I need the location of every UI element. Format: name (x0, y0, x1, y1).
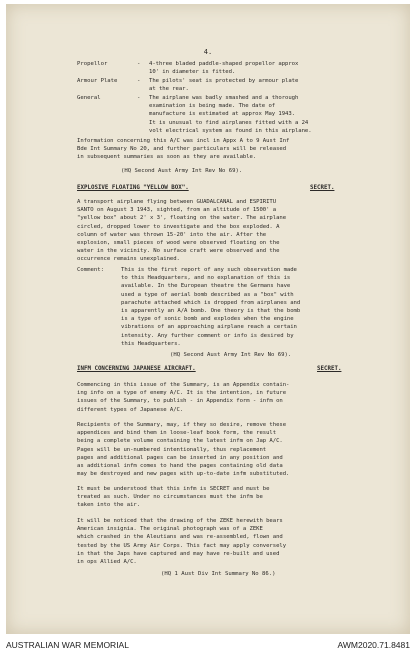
section2-paragraph: Recipients of the Summary, may, if they so desire, remove these appendices and bind them in loose-leaf book form, the result being a complete volume containing the latest infm on Jap A/C. Pages will be un-numbered intentionally, thus replacement pages and additional pages can be inserted in any position and as additional infm comes to hand the pages containing old data may be destroyed and new pages with up-to-date infm substituted. (77, 422, 290, 478)
info-paragraph: Information concerning this A/C was incl in Appx A to 9 Aust Inf Bde Int Summary No 20, and further particulars will be released in subsequent summaries as soon as they are available. (77, 138, 290, 161)
spec-dash: - (137, 95, 141, 101)
secret-marking: SECRET. (310, 185, 335, 191)
spec-label-propellor: Propellor (77, 61, 108, 67)
document-page (6, 4, 410, 634)
section-heading-japanese-aircraft: INFM CONCERNING JAPANESE AIRCRAFT. (77, 366, 196, 372)
section2-paragraph: Commencing in this issue of the Summary, is an Appendix contain- ing info on a type of enemy A/C. It is the intention, in future issues of the Summary, to publish - in Appendix form - infm on different types of Japanese A/C. (77, 382, 290, 413)
page-number: 4. (203, 48, 213, 56)
source-reference: (HQ Second Aust Army Int Rev No 69). (170, 352, 292, 358)
section2-paragraph: It must be understood that this infm is SECRET and must be treated as such. Under no circumstances must the infm be taken into the air. (77, 486, 270, 509)
section-heading-yellow-box: EXPLOSIVE FLOATING "YELLOW BOX". (77, 185, 189, 191)
spec-dash: - (137, 61, 141, 67)
spec-dash: - (137, 78, 141, 84)
spec-text: 4-three bladed paddle-shaped propellor approx 10' in diameter is fitted. (149, 61, 299, 76)
comment-text: This is the first report of any such observation made to this Headquarters, and no explanation of this is available. In the European theatre the Germans have used a type of aerial bomb described as a "box" with parachute attached which is dropped from airplanes and is apparently an A/A bomb. One theory is that the bomb is a type of sonic bomb and explodes when the engine vibrations of an approaching airplane reach a certain intensity. Any further comment or info is desired by this Headquarters. (121, 267, 301, 347)
spec-label-armour-plate: Armour Plate (77, 78, 118, 84)
spec-text: The airplane was badly smashed and a thorough examination is being made. The date of manufacture is estimated at approx May 1943. It is unusual to find airplanes fitted with a 24 volt electrical system as found in this airplane. (149, 95, 312, 134)
source-reference: (HQ Second Aust Army Int Rev No 69). (121, 168, 243, 174)
yellow-box-paragraph: A transport airplane flying between GUADALCANAL and ESPIRITU SANTO on August 3 1943, sighted, from an altitude of 1500' a "yellow box" about 2' x 3', floating on the water. The airplane circled, dropped lower to investigate and the box exploded. A column of water was thrown 15-20' into the air. After the explosion, small pieces of wood were observed floating on the water in the vicinity. No surface craft were observed and the occurrence remains unexplained. (77, 199, 287, 263)
source-reference: (HQ 1 Aust Div Int Summary No 86.) (161, 571, 276, 577)
spec-text: The pilots' seat is protected by armour plate at the rear. (149, 78, 299, 93)
archive-footer (0, 638, 416, 653)
secret-marking: SECRET. (317, 366, 342, 372)
comment-label: Comment: (77, 267, 104, 273)
archive-name: AUSTRALIAN WAR MEMORIAL (6, 640, 129, 650)
section2-paragraph: It will be noticed that the drawing of the ZEKE herewith bears American insignia. The original photograph was of a ZEKE which crashed in the Aleutians and was re-assembled, flown and tested by the US Army Air Corps. This fact may apply conversely in that the Japs have captured and may have re-built and used in ops Allied A/C. (77, 518, 287, 566)
archive-id: AWM2020.71.8481 (337, 640, 410, 650)
spec-label-general: General (77, 95, 101, 101)
